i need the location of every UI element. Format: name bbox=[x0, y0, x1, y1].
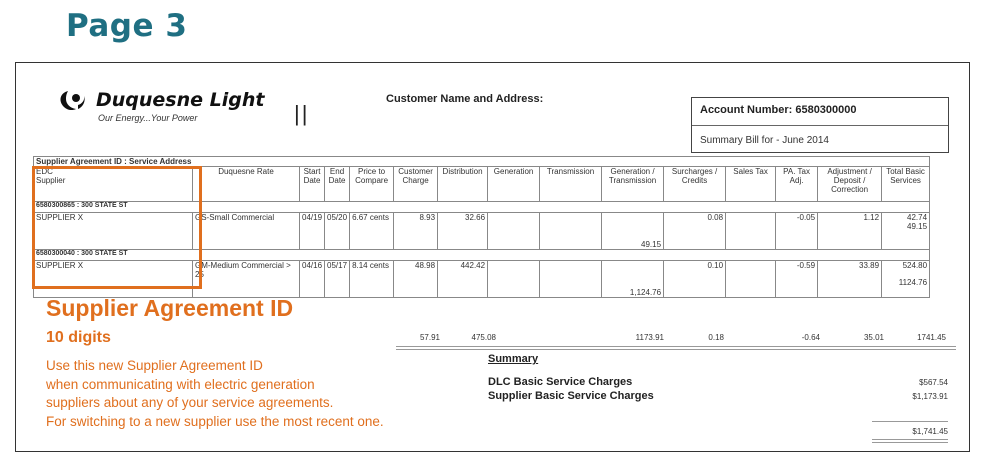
price-cell: 6.67 cents bbox=[350, 213, 394, 250]
customer-name-address-label: Customer Name and Address: bbox=[386, 93, 544, 105]
price-cell: 8.14 cents bbox=[350, 261, 394, 298]
summary-title: Summary bbox=[488, 353, 539, 365]
header-surcharges: Surcharges / Credits bbox=[664, 167, 726, 202]
total-basic-services: 1741.45 bbox=[917, 333, 946, 342]
pa-tax-cell: -0.05 bbox=[776, 213, 818, 250]
logo-tagline: Our Energy...Your Power bbox=[98, 113, 198, 123]
supplier-cell: SUPPLIER X bbox=[34, 261, 193, 298]
bill-document bbox=[15, 62, 970, 452]
account-number: Account Number: 6580300000 bbox=[700, 104, 857, 116]
supplier-id-highlight-box bbox=[32, 166, 202, 289]
total-gen-trans: 1173.91 bbox=[635, 333, 664, 342]
adjustment-cell: 33.89 bbox=[818, 261, 882, 298]
annotation-line: suppliers about any of your service agreements. bbox=[46, 395, 334, 410]
total-basic-line-1: 524.80 bbox=[902, 261, 928, 270]
header-edc: EDC bbox=[36, 167, 53, 176]
total-customer-charge: 57.91 bbox=[419, 333, 440, 342]
summary-dlc-amount: $567.54 bbox=[919, 378, 948, 387]
annotation-line: For switching to a new supplier use the most recent one. bbox=[46, 413, 384, 429]
customer-charge-cell: 8.93 bbox=[394, 213, 438, 250]
annotation-note bbox=[46, 357, 384, 431]
header-customer-charge: Customer Charge bbox=[394, 167, 438, 202]
summary-divider bbox=[872, 442, 948, 443]
start-cell: 04/19 bbox=[300, 213, 325, 250]
customer-charge-cell: 48.98 bbox=[394, 261, 438, 298]
total-basic-line-2: 49.15 bbox=[907, 222, 928, 231]
header-price: Price to Compare bbox=[350, 167, 394, 202]
total-surcharges: 0.18 bbox=[708, 333, 724, 342]
total-adjustment: 35.01 bbox=[863, 333, 884, 342]
generation-cell bbox=[488, 261, 540, 298]
total-basic-line-2: 1124.76 bbox=[898, 278, 928, 287]
header-rate: Duquesne Rate bbox=[193, 167, 300, 202]
total-distribution: 475.08 bbox=[471, 333, 496, 342]
total-pa-tax: -0.64 bbox=[801, 333, 820, 342]
gen-trans-cell: 1,124.76 bbox=[602, 261, 664, 298]
end-cell: 05/17 bbox=[325, 261, 350, 298]
account-box-divider bbox=[692, 125, 948, 126]
supplier-agreement-id-row: 6580300865 : 300 STATE ST bbox=[34, 202, 930, 213]
annotation-line: when communicating with electric generation bbox=[46, 376, 315, 392]
pa-tax-cell: -0.59 bbox=[776, 261, 818, 298]
summary-divider bbox=[872, 439, 948, 440]
surcharges-cell: 0.08 bbox=[664, 213, 726, 250]
summary-dlc-label: DLC Basic Service Charges bbox=[488, 376, 633, 388]
supplier-cell: SUPPLIER X bbox=[34, 213, 193, 250]
annotation-digits: 10 digits bbox=[46, 329, 111, 346]
supplier-agreement-id-row: 6580300040 : 300 STATE ST bbox=[34, 250, 930, 261]
rate-cell: GS-Small Commercial bbox=[193, 213, 300, 250]
summary-supplier-label: Supplier Basic Service Charges bbox=[488, 390, 654, 402]
separator-bars: || bbox=[294, 101, 310, 126]
header-end: End Date bbox=[325, 167, 350, 202]
table-title: Supplier Agreement ID : Service Address bbox=[34, 157, 930, 167]
header-supplier: Supplier bbox=[36, 176, 66, 185]
start-cell: 04/16 bbox=[300, 261, 325, 298]
page-title: Page 3 bbox=[66, 8, 188, 44]
header-transmission: Transmission bbox=[540, 167, 602, 202]
surcharges-cell: 0.10 bbox=[664, 261, 726, 298]
header-distribution: Distribution bbox=[438, 167, 488, 202]
header-adjustment: Adjustment / Deposit / Correction bbox=[818, 167, 882, 202]
logo-mark-icon bbox=[58, 87, 88, 115]
rate-cell: GM-Medium Commercial > 25 bbox=[193, 261, 300, 298]
annotation-line: Use this new Supplier Agreement ID bbox=[46, 358, 263, 373]
distribution-cell: 442.42 bbox=[438, 261, 488, 298]
header-generation: Generation bbox=[488, 167, 540, 202]
header-sales-tax: Sales Tax bbox=[726, 167, 776, 202]
adjustment-cell: 1.12 bbox=[818, 213, 882, 250]
summary-supplier-amount: $1,173.91 bbox=[912, 392, 948, 401]
transmission-cell bbox=[540, 213, 602, 250]
header-total-basic: Total Basic Services bbox=[882, 167, 930, 202]
sales-tax-cell bbox=[726, 261, 776, 298]
distribution-cell: 32.66 bbox=[438, 213, 488, 250]
summary-divider bbox=[872, 421, 948, 422]
totals-divider bbox=[396, 349, 956, 350]
totals-divider bbox=[396, 346, 956, 347]
end-cell: 05/20 bbox=[325, 213, 350, 250]
header-pa-tax: PA. Tax Adj. bbox=[776, 167, 818, 202]
gen-trans-cell: 49.15 bbox=[602, 213, 664, 250]
total-basic-cell bbox=[882, 213, 930, 250]
summary-bill-period: Summary Bill for - June 2014 bbox=[700, 135, 829, 146]
total-basic-line-1: 42.74 bbox=[907, 213, 928, 222]
annotation-title: Supplier Agreement ID bbox=[46, 295, 294, 321]
generation-cell bbox=[488, 213, 540, 250]
sales-tax-cell bbox=[726, 213, 776, 250]
header-gen-trans: Generation / Transmission bbox=[602, 167, 664, 202]
total-basic-cell bbox=[882, 261, 930, 298]
logo-name: Duquesne Light bbox=[96, 89, 265, 111]
header-start: Start Date bbox=[300, 167, 325, 202]
account-box bbox=[691, 97, 949, 153]
transmission-cell bbox=[540, 261, 602, 298]
summary-grand-total: $1,741.45 bbox=[912, 427, 948, 436]
